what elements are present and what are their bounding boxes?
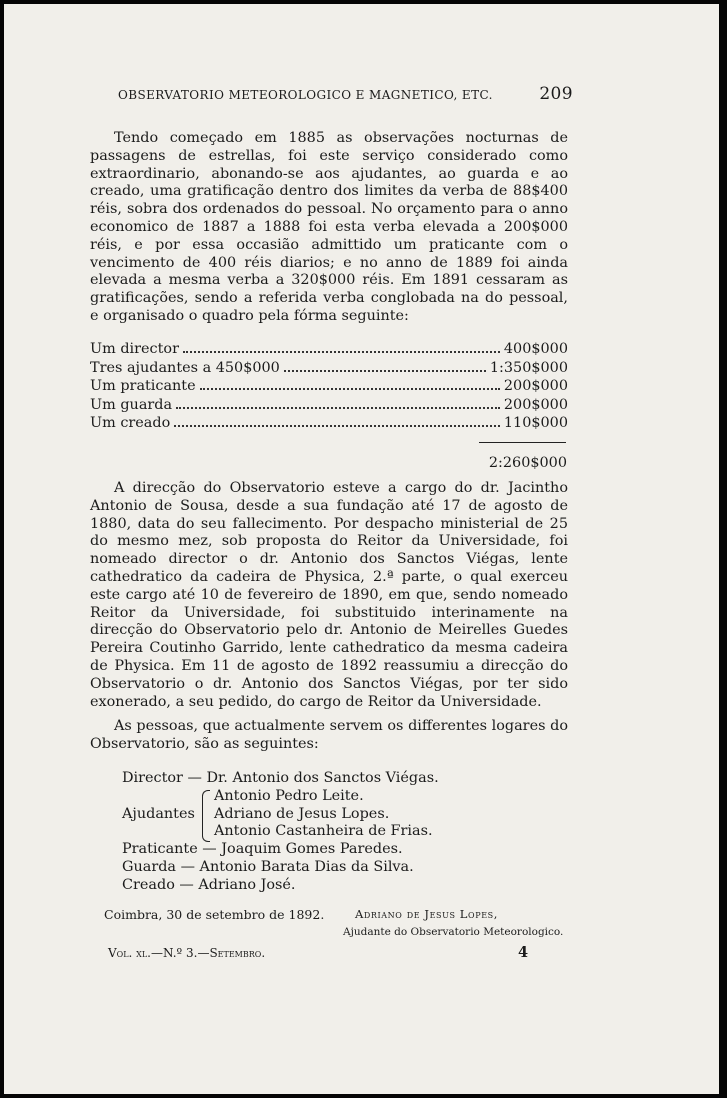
leader-dots [176, 407, 500, 409]
paragraph: Tendo começado em 1885 as observações nocturnas de passagens de estrellas, foi este serviço considerado como extraordinario, abonando-se aos ajudantes, ao guarda e ao creado, uma gratificação dentro dos limites da verba de 88$400 réis, sobra dos ordenados do pessoal. No orçamento para o anno economico de 1887 a 1888 foi esta verba elevada a 200$000 réis, e por essa occasião admittido um praticante com o vencimento de 400 réis diarios; e no anno de 1889 foi ainda elevada a mesma verba a 320$000 réis. Em 1891 cessaram as gratificações, sendo a referida verba conglobada na do pessoal, e organisado o quadro pela fórma seguinte: [90, 130, 568, 324]
leader-dots [174, 425, 500, 427]
ajudantes-label: Ajudantes [122, 805, 195, 822]
salary-row [90, 360, 568, 379]
salary-total: 2:260$000 [488, 455, 567, 471]
scan-border-right [719, 0, 727, 1098]
signature-mark: 4 [518, 944, 529, 961]
leader-dots [183, 351, 500, 353]
salary-value: 200$000 [503, 378, 568, 395]
staff-director: Director — Dr. Antonio dos Sanctos Viégas. [122, 770, 439, 786]
salary-table [90, 341, 568, 434]
scan-border-left [0, 0, 4, 1098]
running-header [118, 84, 573, 104]
salary-value: 1:350$000 [489, 359, 568, 376]
ajudante-name: Adriano de Jesus Lopes. [214, 805, 390, 822]
place-date: Coimbra, 30 de setembro de 1892. [104, 907, 325, 922]
salary-row [90, 415, 568, 434]
text-block-3 [90, 718, 568, 754]
brace [202, 790, 210, 842]
running-title: OBSERVATORIO METEOROLOGICO E MAGNETICO, ETC. [118, 88, 493, 102]
salary-value: 400$000 [503, 341, 568, 357]
total-rule [479, 442, 566, 443]
staff-guarda: Guarda — Antonio Barata Dias da Silva. [122, 858, 414, 875]
page-number: 209 [539, 84, 573, 104]
salary-row [90, 341, 568, 360]
ajudante-name: Antonio Pedro Leite. [214, 787, 364, 804]
salary-row [90, 397, 568, 416]
text-block-2 [90, 480, 568, 711]
leader-dots [284, 370, 486, 372]
salary-row [90, 378, 568, 397]
paragraph: A direcção do Observatorio esteve a cargo do dr. Jacintho Antonio de Sousa, desde a sua fundação até 17 de agosto de 1880, data do seu fallecimento. Por despacho ministerial de 25 do mesmo mez, sob proposta do Reitor da Universidade, foi nomeado director o dr. Antonio dos Sanctos Viégas, lente cathedratico da cadeira de Physica, 2.ª parte, o qual exerceu este cargo até 10 de fevereiro de 1890, em que, sendo nomeado Reitor da Universidade, foi substituido interinamente na direcção do Observatorio pelo dr. Antonio de Meirelles Guedes Pereira Coutinho Garrido, lente cathedratico da mesma cadeira de Physica. Em 11 de agosto de 1892 reassumiu a direcção do Observatorio o dr. Antonio dos Sanctos Viégas, por ter sido exonerado, a seu pedido, do cargo de Reitor da Universidade. [90, 480, 568, 710]
signatory-name: Adriano de Jesus Lopes, [355, 907, 498, 921]
paragraph: As pessoas, que actualmente servem os differentes logares do Observatorio, são as seguintes: [90, 718, 568, 752]
salary-value: 200$000 [503, 396, 568, 413]
salary-label: Um director [90, 341, 179, 357]
signatory-role: Ajudante do Observatorio Meteorologico. [343, 926, 564, 938]
staff-creado: Creado — Adriano José. [122, 876, 296, 893]
ajudante-name: Antonio Castanheira de Frias. [214, 823, 433, 840]
salary-label: Um praticante [90, 378, 196, 395]
salary-value: 110$000 [503, 415, 568, 432]
salary-label: Um guarda [90, 396, 173, 413]
salary-label: Tres ajudantes a 450$000 [90, 359, 280, 376]
staff-ajudantes [122, 788, 439, 841]
staff-list [122, 770, 439, 895]
volume-footer: Vol. xl.—N.º 3.—Setembro. [108, 946, 266, 960]
leader-dots [200, 388, 500, 390]
staff-praticante: Praticante — Joaquim Gomes Paredes. [122, 841, 403, 858]
scan-border-bottom [0, 1094, 727, 1098]
salary-label: Um creado [90, 415, 171, 432]
scan-border-top [0, 0, 727, 4]
text-block-1 [90, 130, 568, 326]
